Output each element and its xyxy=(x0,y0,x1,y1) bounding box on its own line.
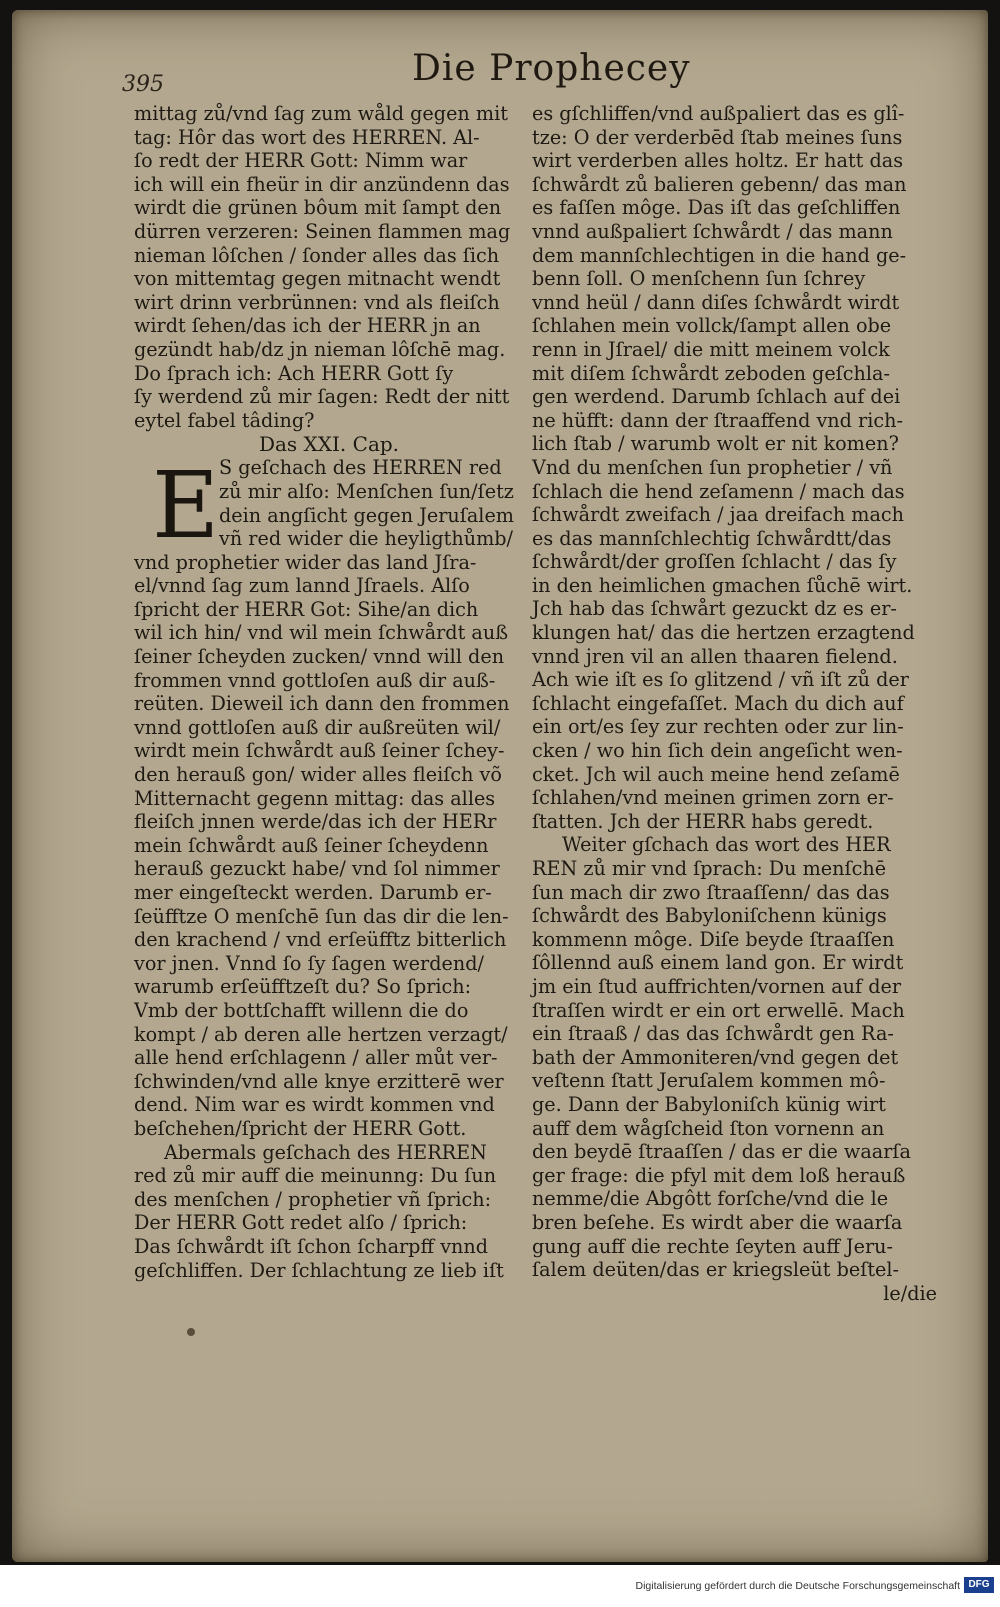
digitization-credit: Digitalisierung gefördert durch die Deutsche Forschungsgemeinschaft xyxy=(635,1580,960,1592)
text-line: ſchlahen/vnd meinen grimen zorn er- xyxy=(532,786,894,810)
text-line: Do ſprach ich: Ach HERR Gott ſy xyxy=(134,361,454,385)
text-line: den krachend / vnd erſeüfftz bitterlich xyxy=(134,928,507,952)
text-line: REN zů mir vnd ſprach: Du menſchē xyxy=(532,857,887,880)
text-line: nemme/die Abgôtt forſche/vnd die le xyxy=(532,1187,889,1211)
text-line: veſtenn ſtatt Jeruſalem kommen mô- xyxy=(532,1069,886,1093)
text-line: geſchliffen. Der ſchlachtung ze lieb iſt xyxy=(134,1258,504,1282)
text-line: red zů mir auff die meinunng: Du ſun xyxy=(134,1164,497,1188)
text-line: lich ſtab / warumb wolt er nit komen? xyxy=(532,432,899,456)
text-line: des menſchen / prophetier vñ ſprich: xyxy=(134,1187,492,1211)
text-line: frommen vnnd gottloſen auß dir auß- xyxy=(134,668,496,692)
text-line: mittag zů/vnd ſag zum wåld gegen mit xyxy=(134,102,508,125)
text-line: wirt drinn verbrünnen: vnd als fleiſch xyxy=(134,290,500,314)
text-line: ſchlach die hend zeſamenn / mach das xyxy=(532,479,905,503)
text-line: S geſchach des HERREN red xyxy=(219,456,502,480)
text-line: ſchlacht eingefaſſet. Mach du dich auf xyxy=(532,691,904,715)
text-line: ſy werdend zů mir ſagen: Redt der nitt xyxy=(134,385,510,409)
text-line: eytel fabel tâding? xyxy=(134,408,315,432)
drop-cap-initial: E xyxy=(152,452,220,560)
text-line: bath der Ammoniteren/vnd gegen det xyxy=(532,1045,899,1069)
text-line: Der HERR Gott redet alſo / ſprich: xyxy=(134,1211,468,1235)
text-line: wirdt die grünen bôum mit ſampt den xyxy=(134,196,502,220)
text-line: ne hüfft: dann der ſtraaffend vnd rich- xyxy=(532,408,903,432)
left-text-block-bottom xyxy=(134,551,534,1282)
text-line: jm ein ſtud auffrichten/vornen auf der xyxy=(532,974,902,998)
running-head: Die Prophecey xyxy=(412,48,691,89)
catchword: le/die xyxy=(883,1281,937,1305)
text-line: el/vnnd ſag zum lannd Jſraels. Alſo xyxy=(134,574,470,598)
text-line: ſchwårdt zweifach / jaa dreifach mach xyxy=(532,503,905,527)
text-line: ich will ein fheür in dir anzündenn das xyxy=(134,172,510,196)
text-line: wirdt mein ſchwårdt auß ſeiner ſchey- xyxy=(134,739,505,763)
left-text-block-top xyxy=(134,102,534,432)
text-line: cket. Jch wil auch meine hend zeſamē xyxy=(532,762,900,786)
text-line: ſtatten. Jch der HERR habs geredt. xyxy=(532,809,874,833)
text-line: nieman lôſchen / ſonder alles das ſich xyxy=(134,243,500,267)
left-column xyxy=(134,102,534,1282)
text-line: dend. Nim war es wirdt kommen vnd xyxy=(134,1093,495,1117)
text-line: Vnd du menſchen ſun prophetier / vñ xyxy=(532,455,893,479)
text-line: mein ſchwårdt auß ſeiner ſcheydenn xyxy=(134,833,489,857)
text-line: Weiter gſchach das wort des HER xyxy=(562,833,891,857)
text-line: Ach wie iſt es ſo glitzend / vñ iſt zů der xyxy=(532,668,909,692)
text-line: vñ red wider die heyligthůmb/ xyxy=(219,527,514,551)
text-line: ſo redt der HERR Gott: Nimm war xyxy=(134,149,468,173)
text-line: ſalem deüten/das er kriegsleüt beſtel- xyxy=(532,1258,900,1282)
text-line: alle hend erſchlagenn / aller můt ver- xyxy=(134,1046,498,1070)
text-line: wirdt ſehen/das ich der HERR jn an xyxy=(134,314,481,338)
dropcap-paragraph xyxy=(134,452,534,560)
page-number: 395 xyxy=(122,72,164,97)
text-line: tze: O der verderbēd ſtab meines ſuns xyxy=(532,125,903,149)
text-line: vor jnen. Vnnd ſo ſy ſagen werdend/ xyxy=(134,951,484,975)
text-line: dem mannſchlechtigen in die hand ge- xyxy=(532,243,907,267)
text-line: ſeiner ſcheyden zucken/ vnnd will den xyxy=(134,645,505,669)
text-line: benn ſoll. O menſchenn ſun ſchrey xyxy=(532,267,866,291)
text-line: ein ort/es ſey zur rechten oder zur lin- xyxy=(532,715,904,739)
text-line: ein ſtraaß / das das ſchwårdt gen Ra- xyxy=(532,1022,894,1046)
dfg-logo: DFG xyxy=(964,1577,994,1593)
text-line: wil ich hin/ vnd wil mein ſchwårdt auß xyxy=(134,621,509,645)
text-line: vnnd heül / dann diſes ſchwårdt wirdt xyxy=(532,290,900,314)
text-line: renn in Jſrael/ die mitt meinem volck xyxy=(532,337,890,361)
text-line: Mitternacht gegenn mittag: das alles xyxy=(134,786,496,810)
text-line: tag: Hôr das wort des HERREN. Al- xyxy=(134,125,480,149)
text-line: kompt / ab deren alle hertzen verzagt/ xyxy=(134,1022,508,1046)
chapter-heading: Das XXI. Cap. xyxy=(258,432,400,457)
text-line: mer eingeſteckt werden. Darumb er- xyxy=(134,881,492,904)
text-line: den herauß gon/ wider alles fleiſch võ xyxy=(134,763,502,787)
text-line: ſeüfftze O menſchē ſun das dir die len- xyxy=(134,904,509,928)
text-line: Abermals geſchach des HERREN xyxy=(164,1140,487,1164)
text-line: dürren verzeren: Seinen flammen mag xyxy=(134,219,511,243)
text-line: kommenn môge. Diſe beyde ſtraaſſen xyxy=(532,927,895,951)
text-line: fleiſch jnnen werde/das ich der HERr xyxy=(134,810,497,834)
right-text-block xyxy=(532,102,947,1282)
text-line: warumb erſeüfftzeſt du? So ſprich: xyxy=(134,975,472,999)
text-line: vnnd jren vil an allen thaaren fielend. xyxy=(532,644,898,668)
text-line: in den heimlichen gmachen ſůchē wirt. xyxy=(532,573,913,597)
text-line: ſtraſſen wirdt er ein ort erwellē. Mach xyxy=(532,998,905,1022)
text-line: ſchwinden/vnd alle knye erzitterē wer xyxy=(134,1069,504,1093)
right-column xyxy=(532,102,947,1305)
paper-blemish xyxy=(187,1328,195,1336)
text-line: ſchwårdt des Babyloniſchenn künigs xyxy=(532,904,887,928)
book-page xyxy=(12,10,988,1562)
text-line: ſôllennd auß einem land gon. Er wirdt xyxy=(532,951,904,975)
text-line: cken / wo hin ſich dein angeſicht wen- xyxy=(532,739,903,763)
text-line: mit diſem ſchwårdt zeboden geſchla- xyxy=(532,361,890,385)
text-line: ger frage: die pfyl mit dem loß herauß xyxy=(532,1163,906,1187)
text-line: wirt verderben alles holtz. Er hatt das xyxy=(532,149,904,173)
text-line: ge. Dann der Babyloniſch künig wirt xyxy=(532,1092,886,1116)
text-line: ſchlahen mein vollck/ſampt allen obe xyxy=(532,314,892,338)
text-line: vnnd gottloſen auß dir außreüten wil/ xyxy=(134,715,501,739)
text-line: klungen hat/ das die hertzen erzagtend xyxy=(532,621,915,645)
text-line: es das mannſchlechtig ſchwårdtt/das xyxy=(532,526,892,550)
text-line: Jch hab das ſchwårt gezuckt dz es er- xyxy=(532,597,897,621)
text-line: von mittemtag gegen mitnacht wendt xyxy=(134,267,501,291)
text-line: auff dem wågſcheid ſton vornenn an xyxy=(532,1116,885,1140)
text-line: vnnd außpaliert ſchwårdt / das mann xyxy=(532,219,893,243)
text-line: ſchwårdt zů balieren gebenn/ das man xyxy=(532,172,907,196)
text-line: ſun mach dir zwo ſtraaſſenn/ das das xyxy=(532,880,890,904)
text-line: gezündt hab/dz jn nieman lôſchē mag. xyxy=(134,337,506,361)
text-line: beſchehen/ſpricht der HERR Gott. xyxy=(134,1116,467,1140)
text-line: Vmb der bottſchafft willenn die do xyxy=(134,998,469,1022)
text-line: ſchwårdt/der groſſen ſchlacht / das ſy xyxy=(532,550,897,574)
text-line: gen werdend. Darumb ſchlach auf dei xyxy=(532,385,901,409)
text-line: reüten. Dieweil ich dann den frommen xyxy=(134,692,510,716)
text-line: gung auff die rechte ſeyten auff Jeru- xyxy=(532,1234,893,1258)
text-line: zů mir alſo: Menſchen ſun/ſetz xyxy=(219,479,514,503)
text-line: herauß gezuckt habe/ vnd ſol nimmer xyxy=(134,857,500,881)
text-line: es gſchliffen/vnd außpaliert das es glî- xyxy=(532,102,905,125)
text-line: vnd prophetier wider das land Jſra- xyxy=(134,550,477,574)
text-line: den beydē ſtraaſſen / das er die waarſa xyxy=(532,1140,911,1164)
text-line: bren beſehe. Es wirdt aber die waarſa xyxy=(532,1210,903,1234)
text-line: ſpricht der HERR Got: Sihe/an dich xyxy=(134,597,479,621)
text-line: dein angſicht gegen Jeruſalem xyxy=(219,503,514,527)
text-line: es faſſen môge. Das iſt das geſchliffen xyxy=(532,196,901,220)
text-line: Das ſchwårdt iſt ſchon ſcharpff vnnd xyxy=(134,1234,489,1258)
